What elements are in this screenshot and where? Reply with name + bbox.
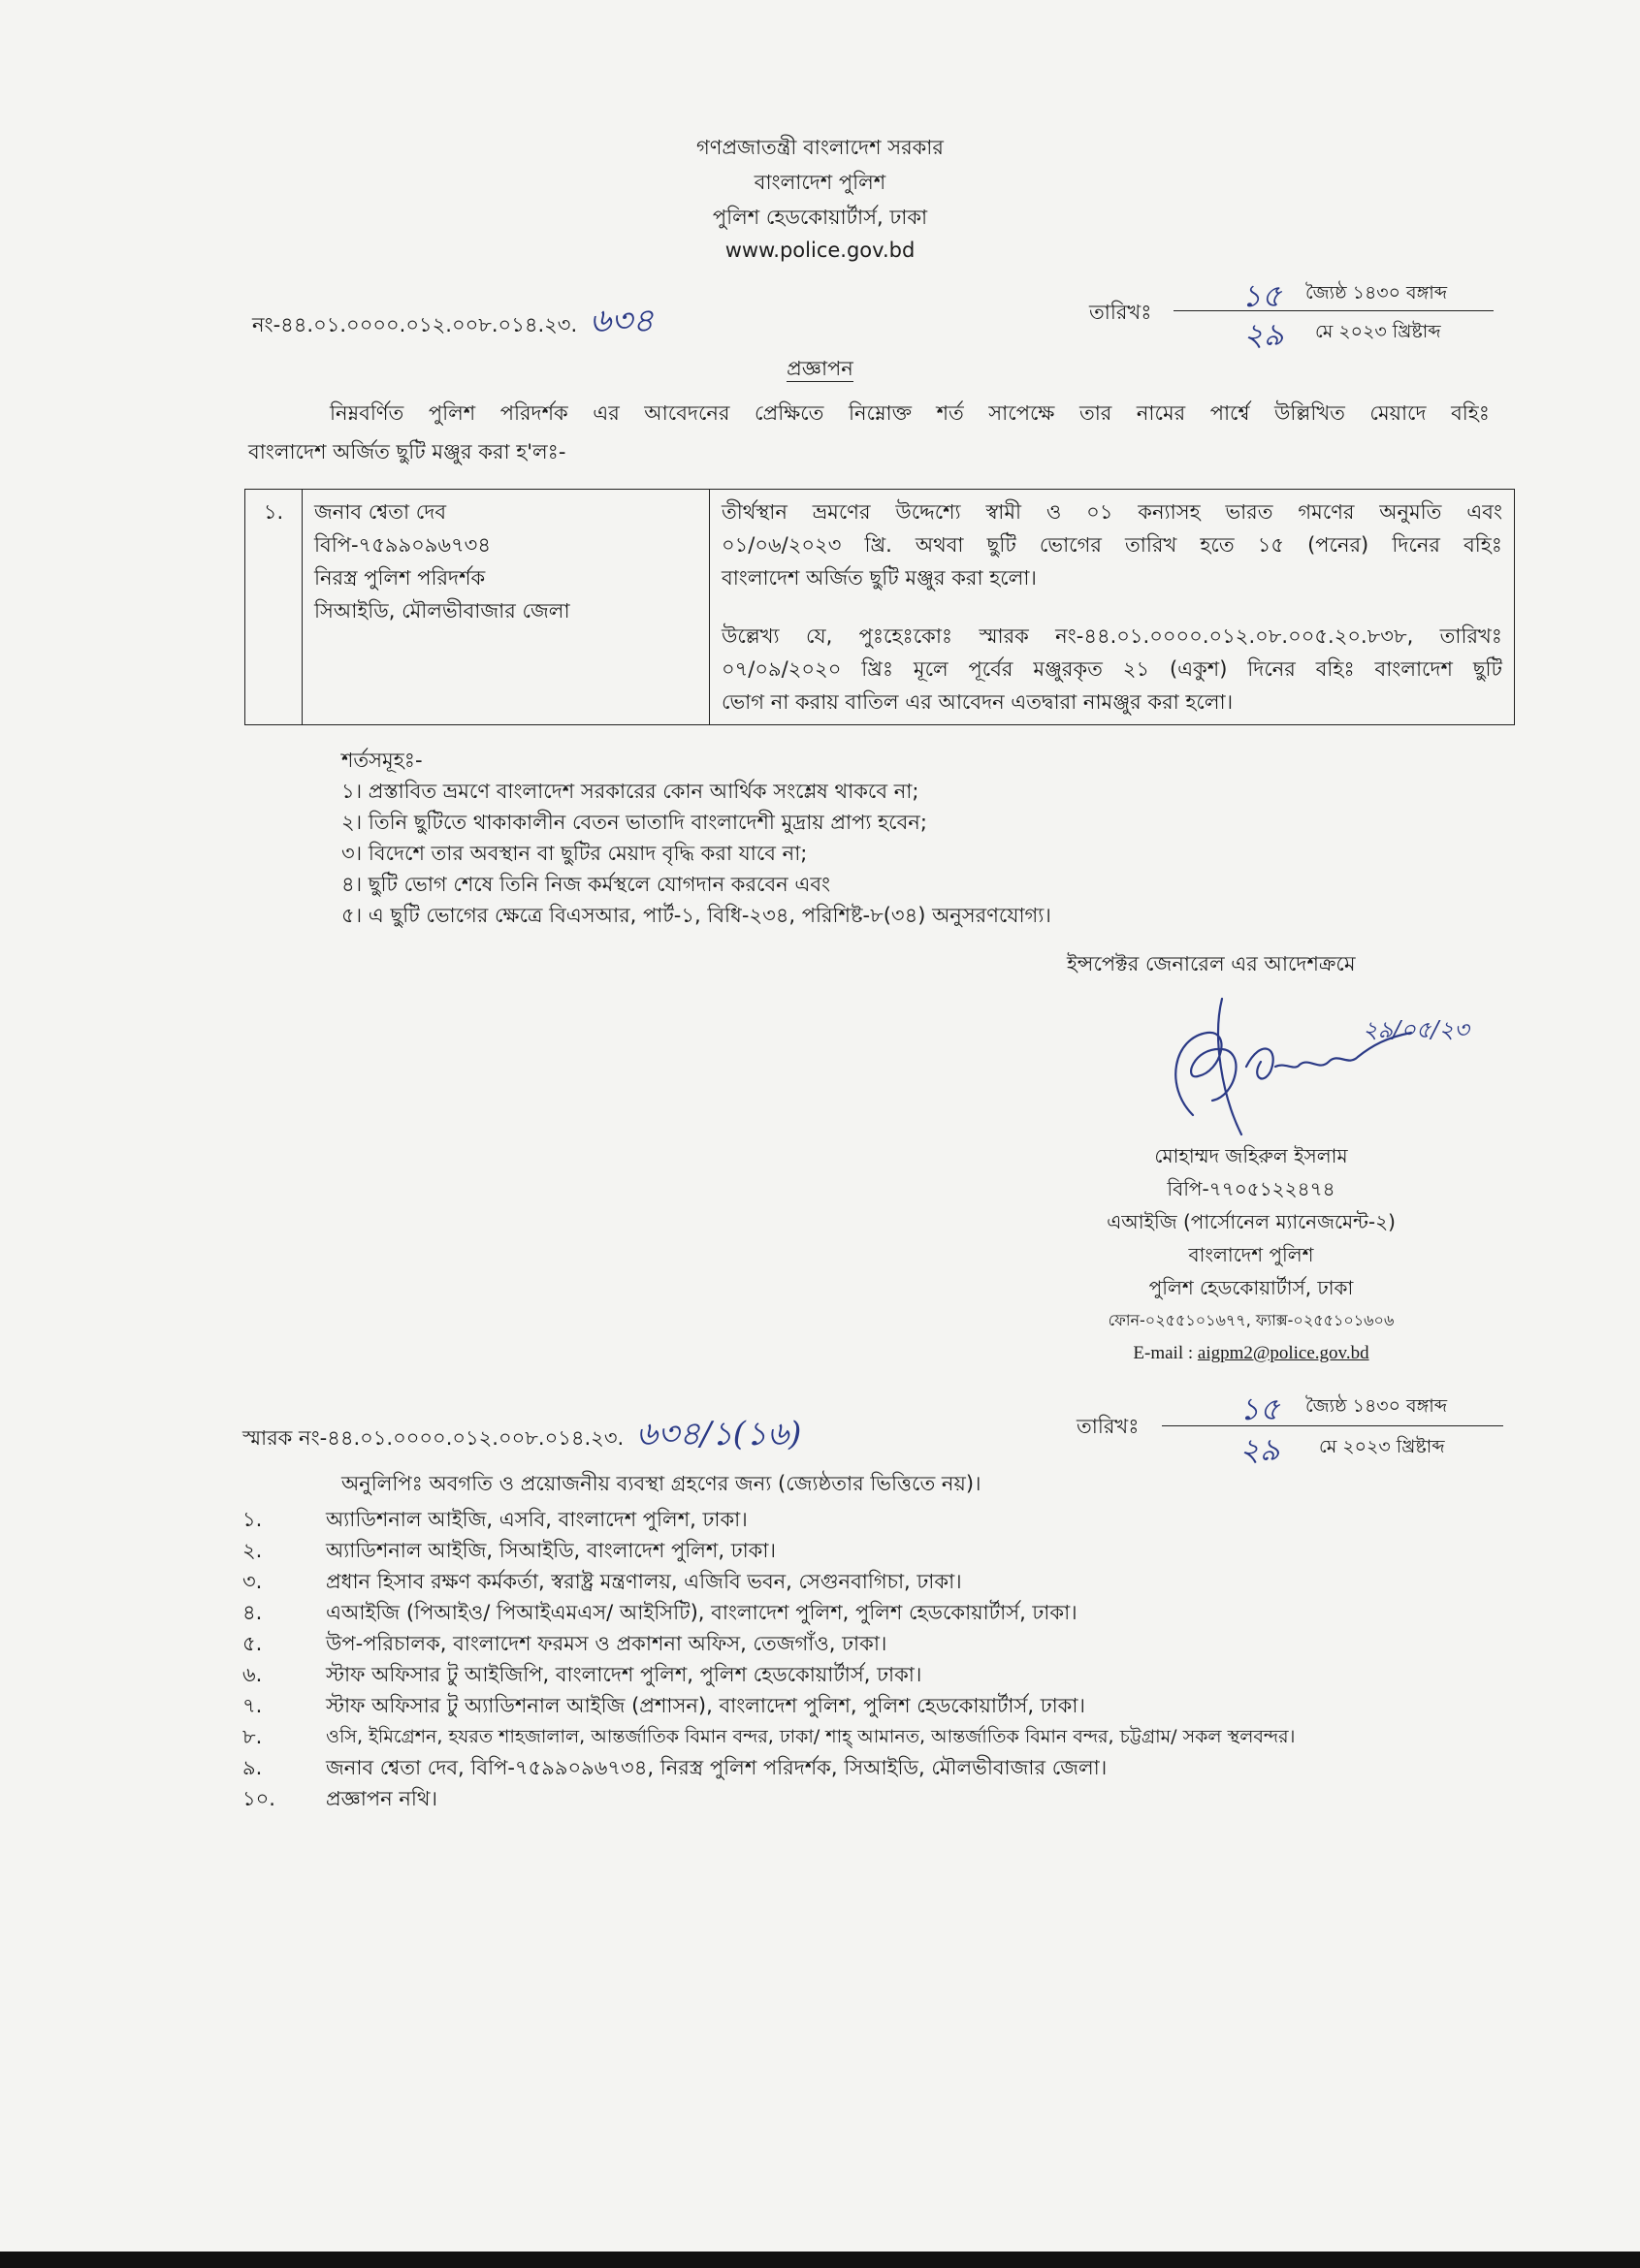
header-government: গণপ্রজাতন্ত্রী বাংলাদেশ সরকার bbox=[696, 136, 944, 159]
email-label: E-mail : bbox=[1133, 1343, 1198, 1363]
signatory-contact: ফোন-০২৫৫১০১৬৭৭, ফ্যাক্স-০২৫৫১০১৬০৬ bbox=[1108, 1311, 1395, 1329]
memo2-date-divider bbox=[1162, 1425, 1503, 1426]
date-bn: জ্যৈষ্ঠ ১৪৩০ বঙ্গাব্দ bbox=[1305, 282, 1448, 303]
date-block bbox=[1174, 272, 1494, 353]
officer-bp: বিপি-৭৫৯৯০৯৬৭৩৪ bbox=[314, 533, 491, 557]
memo-number-text: নং-৪৪.০১.০০০০.০১২.০০৮.০১৪.২৩. bbox=[252, 313, 578, 336]
memo2-date-block bbox=[1162, 1385, 1503, 1468]
memo-number-handwritten: ৬৩৪ bbox=[589, 302, 655, 340]
date-label: তারিখঃ bbox=[1089, 301, 1152, 324]
list-item: ৪. এআইজি (পিআইও/ পিআইএমএস/ আইসিটি), বাংলাদেশ পুলিশ, পুলিশ হেডকোয়ার্টার্স, ঢাকা। bbox=[242, 1601, 1077, 1624]
signatory-name: মোহাম্মদ জহিরুল ইসলাম bbox=[1154, 1144, 1348, 1167]
scan-edge bbox=[0, 2252, 1640, 2268]
notice-title-text: প্রজ্ঞাপন bbox=[787, 357, 853, 380]
detail-p1-line2: ০১/০৬/২০২৩ খ্রি. অথবা ছুটি ভোগের তারিখ হতে ১৫ (পনের) দিনের বহিঃ bbox=[722, 533, 1502, 557]
table-row bbox=[245, 490, 1515, 725]
list-item: ৮. ওসি, ইমিগ্রেশন, হযরত শাহজালাল, আন্তর্জাতিক বিমান বন্দর, ঢাকা/ শাহ্ আমানত, আন্তর্জাতিক বিমান বন্দর, চট্টগ্রাম/ সকল স্থলবন্দর। bbox=[242, 1725, 1296, 1748]
signature bbox=[1154, 979, 1469, 1144]
list-item: ২. অ্যাডিশনাল আইজি, সিআইডি, বাংলাদেশ পুলিশ, ঢাকা। bbox=[242, 1539, 776, 1562]
email-link[interactable]: aigpm2@police.gov.bd bbox=[1197, 1343, 1369, 1363]
serial-cell: ১. bbox=[245, 490, 303, 725]
condition-item: ১। প্রস্তাবিত ভ্রমণে বাংলাদেশ সরকারের কোন আর্থিক সংশ্লেষ থাকবে না; bbox=[341, 780, 919, 803]
signatory-email-line bbox=[1047, 1337, 1455, 1370]
signatory-office: পুলিশ হেডকোয়ার্টার্স, ঢাকা bbox=[1148, 1276, 1354, 1299]
detail-p1-line1: তীর্থস্থান ভ্রমণের উদ্দেশ্যে স্বামী ও ০১ কন্যাসহ ভারত গমণের অনুমতি এবং bbox=[722, 500, 1502, 524]
conditions-list bbox=[341, 745, 1051, 931]
signatory-details bbox=[1047, 1139, 1455, 1370]
signatory-designation: এআইজি (পার্সোনেল ম্যানেজমেন্ট-২) bbox=[1107, 1210, 1396, 1233]
order-table bbox=[244, 489, 1515, 725]
list-item: ৬. স্টাফ অফিসার টু আইজিপি, বাংলাদেশ পুলিশ, পুলিশ হেডকোয়ার্টার্স, ঢাকা। bbox=[242, 1663, 922, 1686]
memo-number bbox=[252, 296, 654, 351]
signature-date: ২৯/০৫/২৩ bbox=[1363, 1016, 1469, 1043]
officer-cell bbox=[303, 490, 710, 725]
memo2-date-bn: জ্যৈষ্ঠ ১৪৩০ বঙ্গাব্দ bbox=[1305, 1395, 1448, 1417]
officer-name: জনাব শ্বেতা দেব bbox=[314, 500, 447, 524]
list-item: ৫. উপ-পরিচালক, বাংলাদেশ ফরমস ও প্রকাশনা অফিস, তেজগাঁও, ঢাকা। bbox=[242, 1632, 887, 1655]
signatory-org: বাংলাদেশ পুলিশ bbox=[1188, 1243, 1314, 1266]
detail-p1-line3: বাংলাদেশ অর্জিত ছুটি মঞ্জুর করা হলো। bbox=[722, 566, 1037, 590]
notice-title bbox=[0, 353, 1640, 387]
notice-intro-line1: নিম্নবর্ণিত পুলিশ পরিদর্শক এর আবেদনের প্রেক্ষিতে নিম্নোক্ত শর্ত সাপেক্ষে তার নামের পার্শ্বে উল্লিখিত মেয়াদে বহিঃ bbox=[330, 401, 1490, 425]
detail-p2-line3: ভোগ না করায় বাতিল এর আবেদন এতদ্বারা নামঞ্জুর করা হলো। bbox=[722, 690, 1234, 714]
officer-rank: নিরস্ত্র পুলিশ পরিদর্শক bbox=[314, 566, 486, 590]
date-en: মে ২০২৩ খ্রিষ্টাব্দ bbox=[1315, 321, 1441, 342]
memo2-date-label: তারিখঃ bbox=[1077, 1415, 1140, 1438]
memo2-number-text: স্মারক নং-৪৪.০১.০০০০.০১২.০০৮.০১৪.২৩. bbox=[242, 1426, 625, 1450]
list-item: ৭. স্টাফ অফিসার টু অ্যাডিশনাল আইজি (প্রশাসন), বাংলাদেশ পুলিশ, পুলিশ হেডকোয়ার্টার্স, ঢাকা। bbox=[242, 1694, 1085, 1717]
copies-list bbox=[242, 1504, 1445, 1814]
detail-cell bbox=[710, 490, 1515, 725]
memo2-date-bn-handwritten: ১৫ bbox=[1239, 1390, 1280, 1427]
memo2-date-en: মে ২০২৩ খ্রিষ্টাব্দ bbox=[1319, 1436, 1445, 1457]
conditions-heading: শর্তসমূহঃ- bbox=[341, 749, 423, 772]
condition-item: ৪। ছুটি ভোগ শেষে তিনি নিজ কর্মস্থলে যোগদান করবেন এবং bbox=[341, 873, 831, 896]
memo2-number bbox=[242, 1409, 801, 1464]
memo2-date-en-handwritten: ২৯ bbox=[1239, 1431, 1280, 1468]
order-authority-line: ইন্সপেক্টর জেনারেল এর আদেশক্রমে bbox=[1067, 952, 1356, 975]
date-divider bbox=[1174, 310, 1494, 311]
memo2-number-handwritten: ৬৩৪/১(১৬) bbox=[635, 1415, 802, 1453]
header-org: বাংলাদেশ পুলিশ bbox=[754, 171, 886, 194]
list-item: ৩. প্রধান হিসাব রক্ষণ কর্মকর্তা, স্বরাষ্ট্র মন্ত্রণালয়, এজিবি ভবন, সেগুনবাগিচা, ঢাকা। bbox=[242, 1570, 962, 1593]
signatory-bp: বিপি-৭৭০৫১২২৪৭৪ bbox=[1167, 1177, 1335, 1200]
detail-p2-line2: ০৭/০৯/২০২০ খ্রিঃ মূলে পূর্বের মঞ্জুরকৃত ২১ (একুশ) দিনের বহিঃ বাংলাদেশ ছুটি bbox=[722, 657, 1502, 681]
date-en-handwritten: ২৯ bbox=[1243, 316, 1284, 353]
condition-item: ২। তিনি ছুটিতে থাকাকালীন বেতন ভাতাদি বাংলাদেশী মুদ্রায় প্রাপ্য হবেন; bbox=[341, 811, 927, 834]
header-office: পুলিশ হেডকোয়ার্টার্স, ঢাকা bbox=[712, 206, 928, 229]
header-website[interactable]: www.police.gov.bd bbox=[724, 239, 916, 262]
list-item: ১. অ্যাডিশনাল আইজি, এসবি, বাংলাদেশ পুলিশ, ঢাকা। bbox=[242, 1508, 748, 1531]
officer-unit: সিআইডি, মৌলভীবাজার জেলা bbox=[314, 599, 570, 623]
list-item: ১০. প্রজ্ঞাপন নথি। bbox=[242, 1787, 437, 1810]
condition-item: ৫। এ ছুটি ভোগের ক্ষেত্রে বিএসআর, পার্ট-১, বিধি-২৩৪, পরিশিষ্ট-৮(৩৪) অনুসরণযোগ্য। bbox=[341, 904, 1051, 927]
list-item: ৯. জনাব শ্বেতা দেব, বিপি-৭৫৯৯০৯৬৭৩৪, নিরস্ত্র পুলিশ পরিদর্শক, সিআইডি, মৌলভীবাজার জেলা। bbox=[242, 1756, 1108, 1779]
condition-item: ৩। বিদেশে তার অবস্থান বা ছুটির মেয়াদ বৃদ্ধি করা যাবে না; bbox=[341, 842, 808, 865]
notice-intro-line2: বাংলাদেশ অর্জিত ছুটি মঞ্জুর করা হ'লঃ- bbox=[248, 440, 566, 463]
detail-p2-line1: উল্লেখ্য যে, পুঃহেঃকোঃ স্মারক নং-৪৪.০১.০০০০.০১২.০৮.০০৫.২০.৮৩৮, তারিখঃ bbox=[722, 624, 1502, 648]
copies-heading: অনুলিপিঃ অবগতি ও প্রয়োজনীয় ব্যবস্থা গ্রহণের জন্য (জ্যেষ্ঠতার ভিত্তিতে নয়)। bbox=[341, 1472, 981, 1495]
date-bn-handwritten: ১৫ bbox=[1241, 277, 1282, 314]
